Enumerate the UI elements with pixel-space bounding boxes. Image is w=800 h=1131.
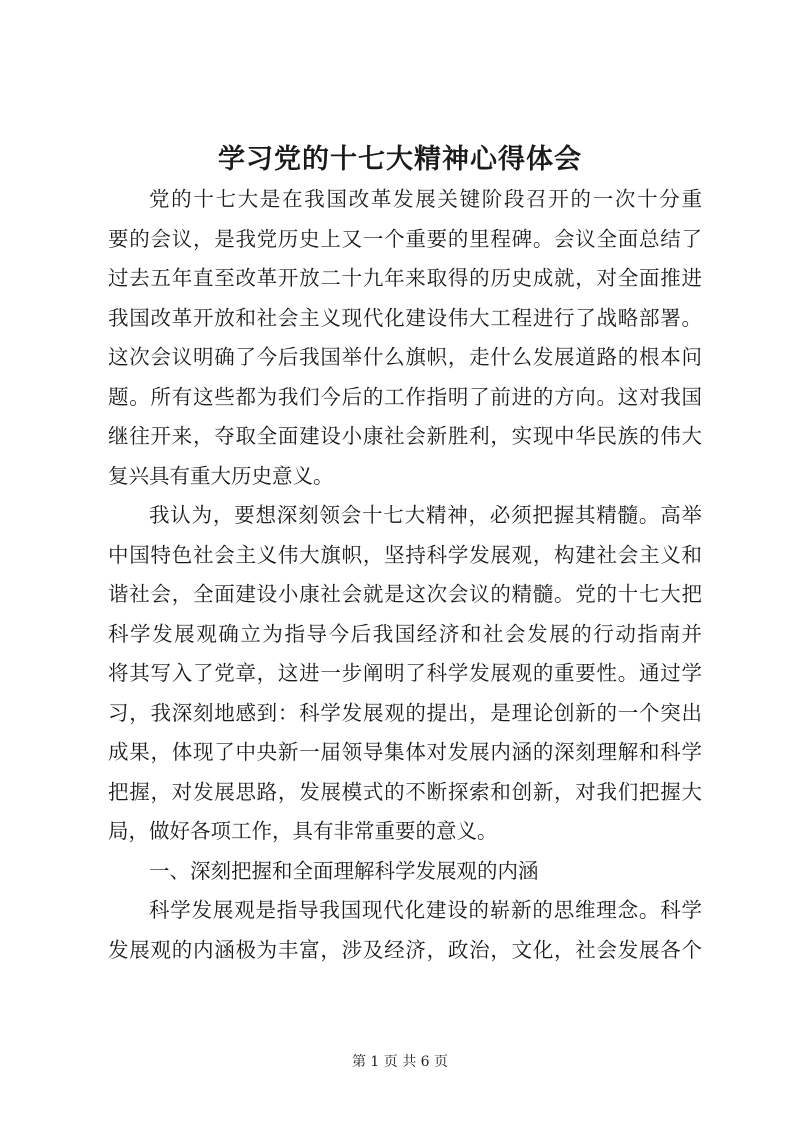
paragraph-line: 过去五年直至改革开放二十九年来取得的历史成就，对全面推进 — [108, 266, 702, 290]
paragraph-line: 科学发展观是指导我国现代化建设的崭新的思维理念。科学 — [149, 898, 702, 922]
paragraph — [108, 852, 702, 892]
paragraph-line: 一、深刻把握和全面理解科学发展观的内涵 — [149, 858, 539, 883]
paragraph-line: 将其写入了党章，这进一步阐明了科学发展观的重要性。通过学 — [108, 661, 702, 685]
document-body — [108, 180, 702, 970]
paragraph-line: 科学发展观确立为指导今后我国经济和社会发展的行动指南并 — [108, 621, 702, 646]
paragraph-line: 党的十七大是在我国改革发展关键阶段召开的一次十分重 — [149, 187, 702, 211]
paragraph-line: 复兴具有重大历史意义。 — [108, 463, 334, 488]
paragraph-line: 把握，对发展思路，发展模式的不断探索和创新，对我们把握大 — [108, 779, 702, 804]
paragraph — [108, 180, 702, 496]
paragraph-line: 中国特色社会主义伟大旗帜，坚持科学发展观，构建社会主义和 — [108, 542, 702, 567]
paragraph-line: 成果，体现了中央新一届领导集体对发展内涵的深刻理解和科学 — [108, 740, 702, 764]
paragraph-line: 发展观的内涵极为丰富，涉及经济，政治，文化，社会发展各个 — [108, 937, 702, 962]
paragraph-line: 继往开来，夺取全面建设小康社会新胜利，实现中华民族的伟大 — [108, 424, 702, 448]
paragraph-line: 谐社会，全面建设小康社会就是这次会议的精髓。党的十七大把 — [108, 582, 702, 606]
paragraph-line: 要的会议，是我党历史上又一个重要的里程碑。会议全面总结了 — [108, 226, 702, 251]
document-title: 学习党的十七大精神心得体会 — [218, 144, 582, 175]
paragraph-line: 习，我深刻地感到：科学发展观的提出，是理论创新的一个突出 — [108, 700, 702, 725]
paragraph — [108, 496, 702, 852]
paragraph-line: 我认为，要想深刻领会十七大精神，必须把握其精髓。高举 — [149, 503, 702, 527]
paragraph — [108, 891, 702, 970]
paragraph-line: 这次会议明确了今后我国举什么旗帜，走什么发展道路的根本问 — [108, 345, 702, 369]
page-footer: 第 1 页 共 6 页 — [351, 1054, 449, 1070]
paragraph-line: 题。所有这些都为我们今后的工作指明了前进的方向。这对我国 — [108, 384, 702, 409]
paragraph-line: 我国改革开放和社会主义现代化建设伟大工程进行了战略部署。 — [108, 305, 702, 330]
paragraph-line: 局，做好各项工作，具有非常重要的意义。 — [108, 819, 498, 843]
